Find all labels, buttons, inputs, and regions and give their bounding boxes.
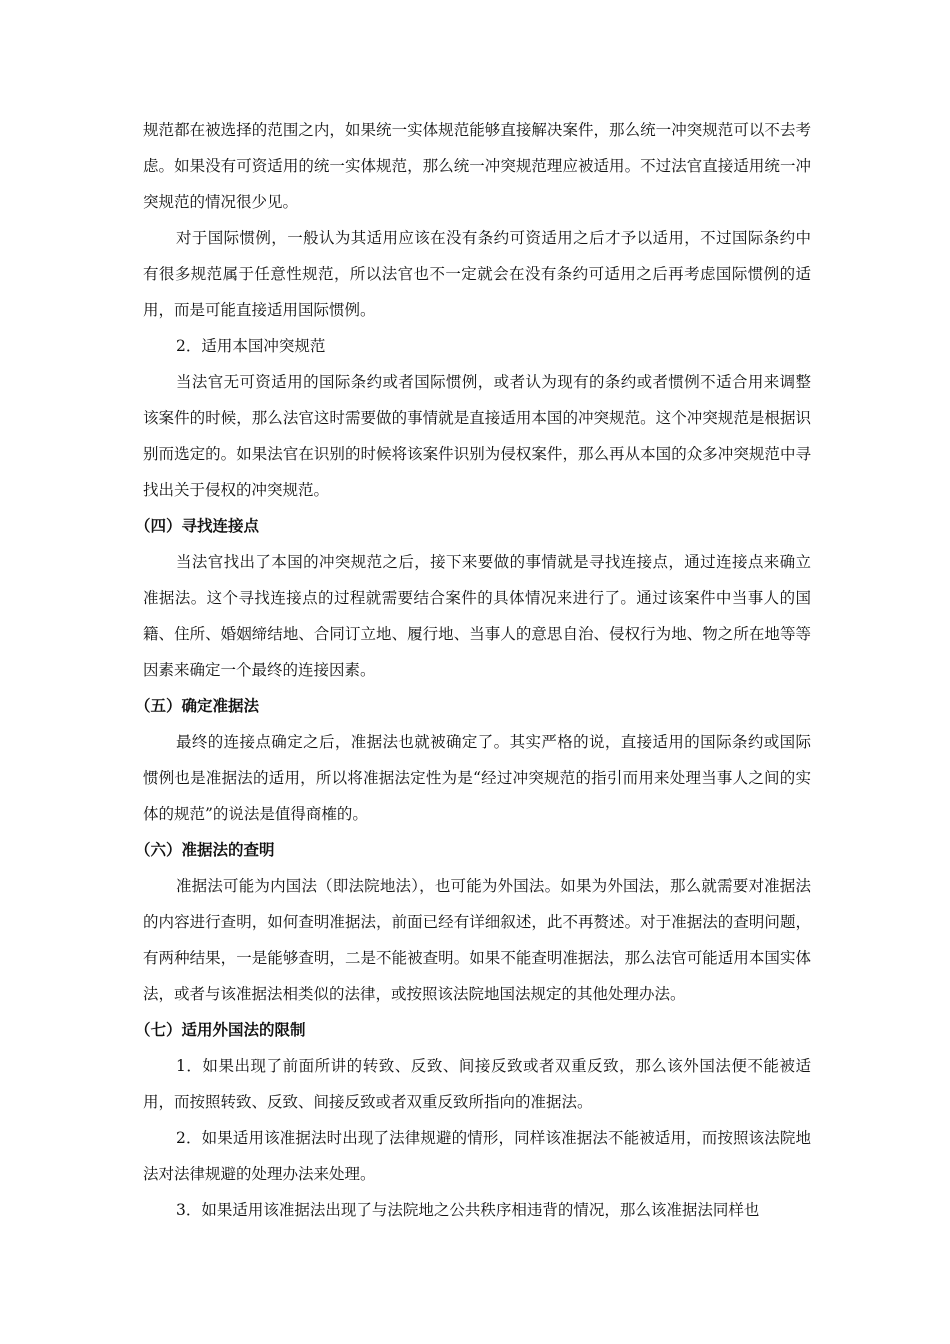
paragraph: 当法官找出了本国的冲突规范之后，接下来要做的事情就是寻找连接点，通过连接点来确立准据法。这个寻找连接点的过程就需要结合案件的具体情况来进行了。通过该案件中当事人的国籍、住所、婚姻缔结地、合同订立地、履行地、当事人的意思自治、侵权行为地、物之所在地等等因素来确定一个最终的连接因素。 [143,553,811,679]
section-heading: （四）寻找连接点 [135,516,260,535]
document-body [135,112,811,1228]
subsection-title: 2．适用本国冲突规范 [176,337,326,355]
paragraph: 最终的连接点确定之后，准据法也就被确定了。其实严格的说，直接适用的国际条约或国际惯例也是准据法的适用，所以将准据法定性为是“经过冲突规范的指引而用来处理当事人之间的实体的规范”的说法是值得商榷的。 [143,733,811,823]
list-item: 2．如果适用该准据法时出现了法律规避的情形，同样该准据法不能被适用，而按照该法院地法对法律规避的处理办法来处理。 [143,1129,811,1183]
list-item: 3．如果适用该准据法出现了与法院地之公共秩序相违背的情况，那么该准据法同样也 [176,1201,760,1219]
section-heading: （五）确定准据法 [135,696,260,715]
paragraph: 当法官无可资适用的国际条约或者国际惯例，或者认为现有的条约或者惯例不适合用来调整该案件的时候，那么法官这时需要做的事情就是直接适用本国的冲突规范。这个冲突规范是根据识别而选定的。如果法官在识别的时候将该案件识别为侵权案件，那么再从本国的众多冲突规范中寻找出关于侵权的冲突规范。 [143,373,811,499]
list-item: 1．如果出现了前面所讲的转致、反致、间接反致或者双重反致，那么该外国法便不能被适用，而按照转致、反致、间接反致或者双重反致所指向的准据法。 [143,1057,811,1111]
paragraph: 对于国际惯例，一般认为其适用应该在没有条约可资适用之后才予以适用，不过国际条约中有很多规范属于任意性规范，所以法官也不一定就会在没有条约可适用之后再考虑国际惯例的适用，而是可能直接适用国际惯例。 [143,229,811,319]
section-heading: （七）适用外国法的限制 [135,1020,306,1039]
section-heading: （六）准据法的查明 [135,840,275,859]
paragraph: 准据法可能为内国法（即法院地法），也可能为外国法。如果为外国法，那么就需要对准据法的内容进行查明，如何查明准据法，前面已经有详细叙述，此不再赘述。对于准据法的查明问题，有两种结果，一是能够查明，二是不能被查明。如果不能查明准据法，那么法官可能适用本国实体法，或者与该准据法相类似的法律，或按照该法院地国法规定的其他处理办法。 [143,877,811,1003]
paragraph: 规范都在被选择的范围之内，如果统一实体规范能够直接解决案件，那么统一冲突规范可以不去考虑。如果没有可资适用的统一实体规范，那么统一冲突规范理应被适用。不过法官直接适用统一冲突规范的情况很少见。 [143,121,811,211]
